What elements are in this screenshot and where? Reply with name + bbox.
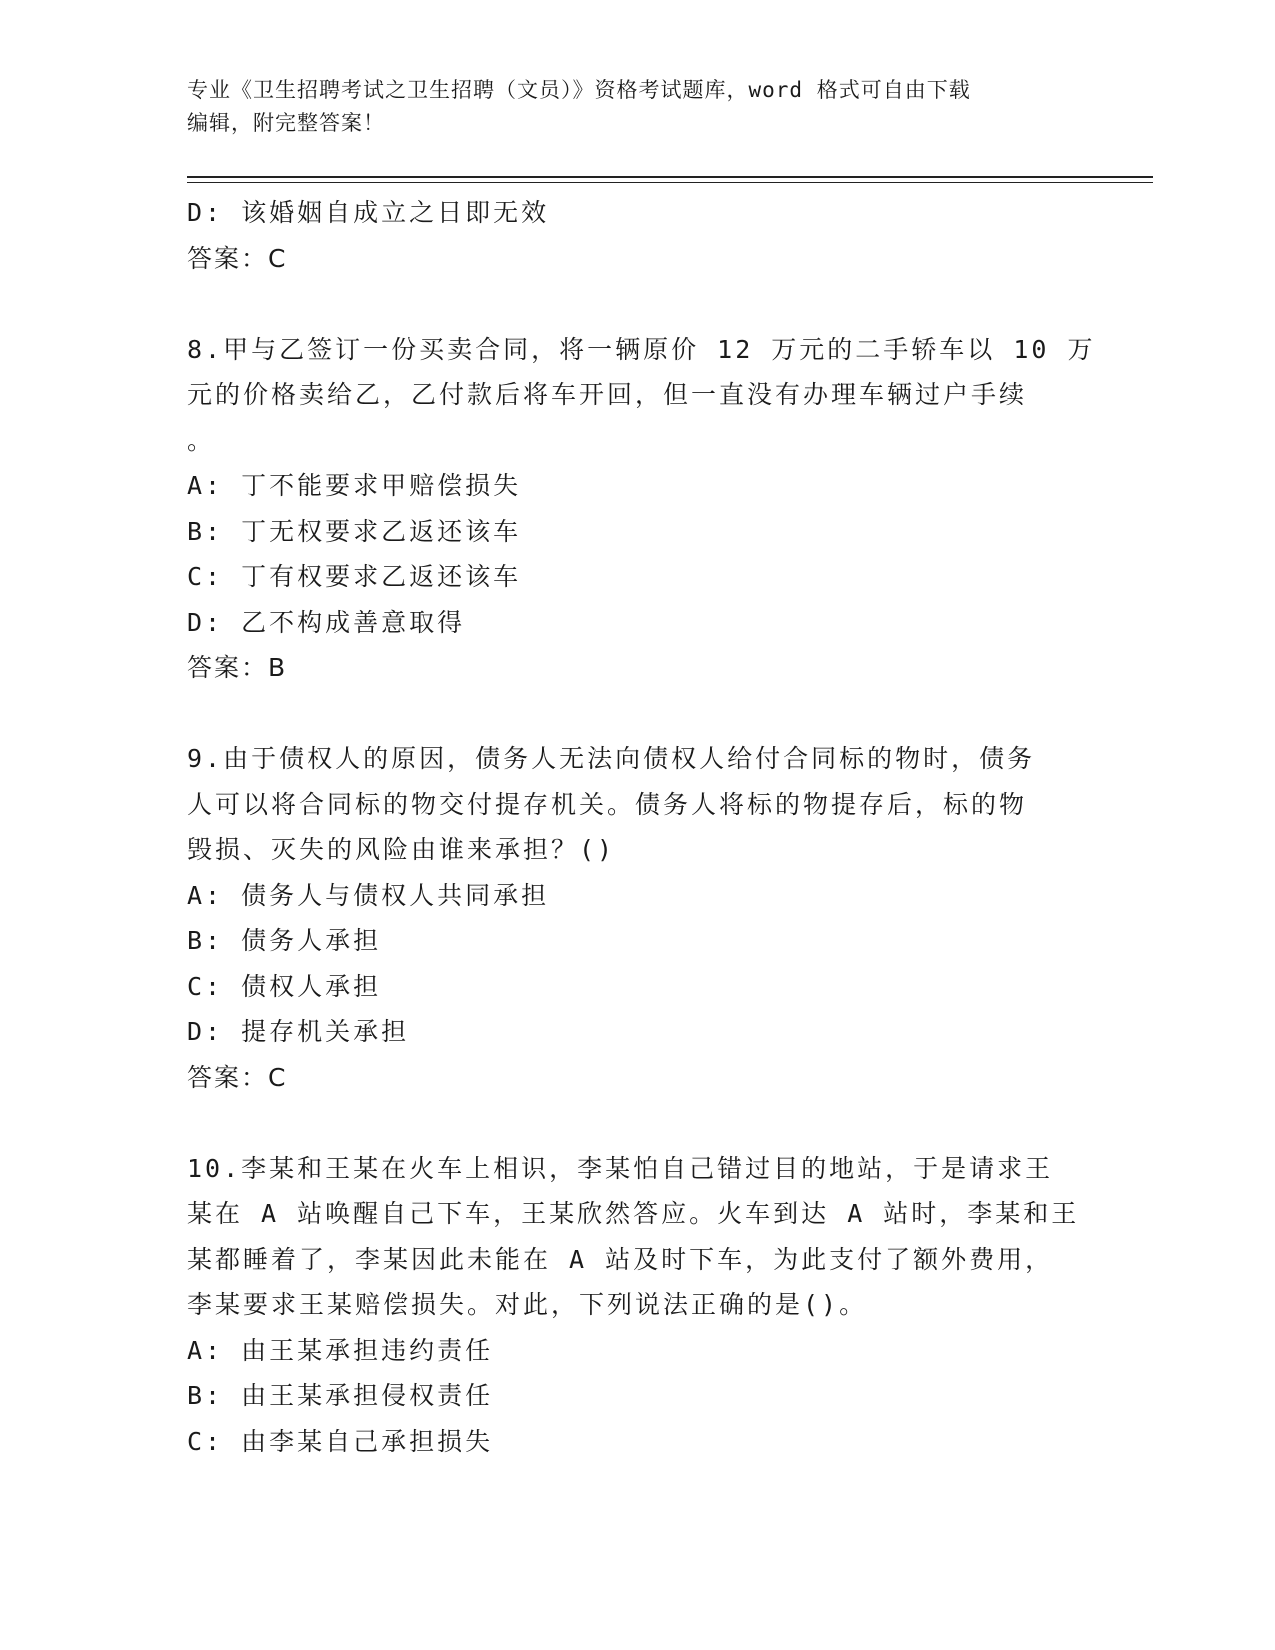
stem-line: 人可以将合同标的物交付提存机关。债务人将标的物提存后，标的物	[187, 789, 1028, 819]
stem-line: 某都睡着了，李某因此未能在 A 站及时下车，为此支付了额外费用，	[187, 1244, 1054, 1274]
option-a: A: 债务人与债权人共同承担	[187, 880, 550, 910]
question-stem	[187, 1146, 1080, 1328]
answer-line: 答案：C	[187, 1062, 288, 1092]
stem-line: 8.甲与乙签订一份买卖合同，将一辆原价 12 万元的二手轿车以 10 万	[187, 334, 1096, 364]
option-a: A: 丁不能要求甲赔偿损失	[187, 471, 522, 500]
header-line-1: 专业《卫生招聘考试之卫生招聘（文员）》资格考试题库，word 格式可自由下载	[187, 78, 971, 102]
header-line-2: 编辑，附完整答案！	[187, 111, 385, 135]
prev-question-tail	[187, 190, 1077, 281]
stem-line: 毁损、灭失的风险由谁来承担？()	[187, 835, 616, 864]
question-list	[187, 190, 1096, 1464]
option-c: C: 由李某自己承担损失	[187, 1426, 494, 1456]
question-8	[187, 327, 1096, 691]
stem-line: 某在 A 站唤醒自己下车，王某欣然答应。火车到达 A 站时，李某和王	[187, 1199, 1080, 1228]
spacer	[187, 691, 1077, 737]
stem-line: 。	[187, 425, 216, 455]
spacer	[187, 1100, 1077, 1146]
question-stem	[187, 736, 1077, 873]
question-stem	[187, 327, 1096, 464]
option-c: C: 债权人承担	[187, 971, 382, 1001]
header-divider-thin	[187, 182, 1153, 183]
question-9	[187, 736, 1077, 1100]
option-a: A: 由王某承担违约责任	[187, 1335, 494, 1365]
stem-line: 元的价格卖给乙，乙付款后将车开回，但一直没有办理车辆过户手续	[187, 380, 1028, 409]
option-b: B: 丁无权要求乙返还该车	[187, 516, 522, 546]
option-d: D: 乙不构成善意取得	[187, 607, 466, 637]
option-b: B: 债务人承担	[187, 926, 382, 955]
question-10	[187, 1146, 1080, 1465]
stem-line: 10.李某和王某在火车上相识，李某怕自己错过目的地站，于是请求王	[187, 1153, 1054, 1183]
document-header	[187, 74, 1067, 140]
answer-line: 答案：C	[187, 243, 288, 273]
answer-line: 答案：B	[187, 653, 288, 682]
option-c: C: 丁有权要求乙返还该车	[187, 562, 522, 591]
stem-line: 9.由于债权人的原因，债务人无法向债权人给付合同标的物时，债务	[187, 744, 1036, 773]
option-b: B: 由王某承担侵权责任	[187, 1381, 494, 1410]
spacer	[187, 281, 1077, 327]
header-divider-thick	[187, 176, 1153, 178]
option-d: D: 提存机关承担	[187, 1017, 410, 1046]
option-d: D: 该婚姻自成立之日即无效	[187, 198, 550, 227]
stem-line: 李某要求王某赔偿损失。对此，下列说法正确的是()。	[187, 1290, 868, 1319]
